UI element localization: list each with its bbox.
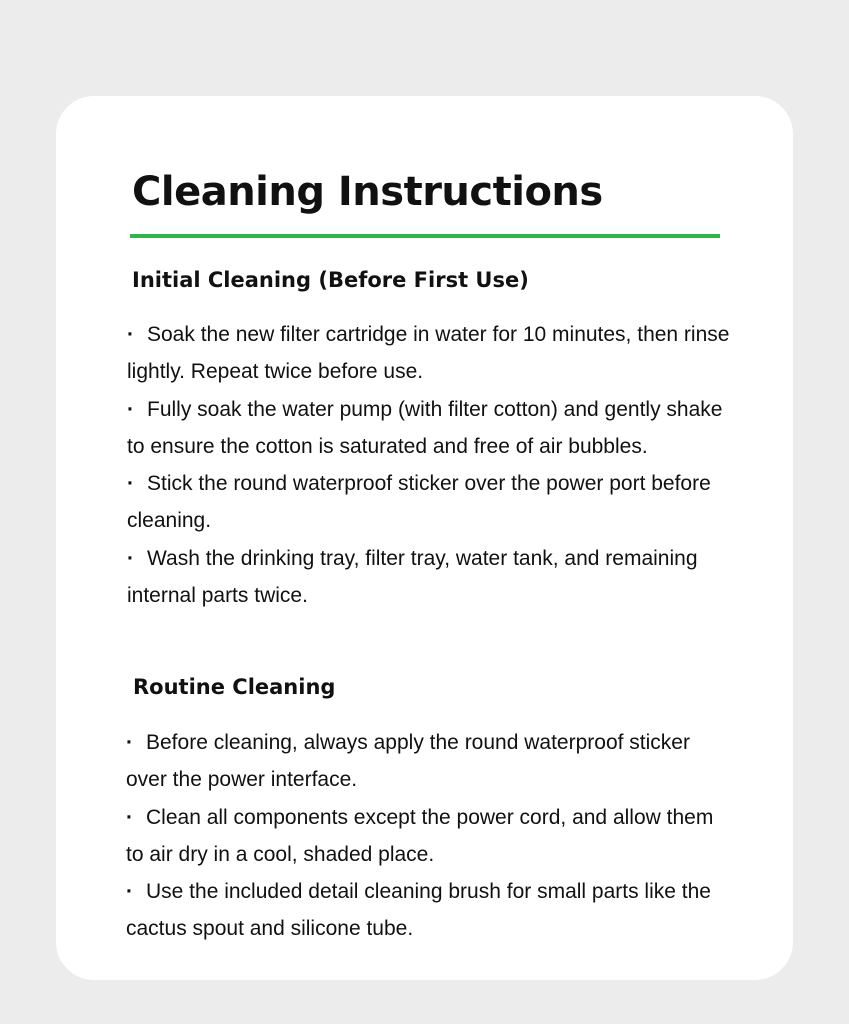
instructions-card [56,96,793,980]
section-title-routine-cleaning: Routine Cleaning [133,675,336,699]
list-item [126,799,736,874]
bullet-icon: · [126,880,133,904]
bullet-icon: · [126,731,133,754]
title-underline [130,234,720,238]
bullet-icon: · [127,323,134,346]
bullet-icon: · [126,805,133,829]
list-item-text: Clean all components except the power cord, and allow them to air dry in a cool, shaded place. [126,805,714,866]
bullet-icon: · [127,397,134,421]
list-item-text: Stick the round waterproof sticker over the power port before cleaning. [127,472,711,533]
bullet-icon: · [127,546,134,570]
list-item-text: Wash the drinking tray, filter tray, water tank, and remaining internal parts twice. [127,546,698,608]
initial-cleaning-list [127,316,737,614]
list-item [126,724,736,799]
list-item [126,873,736,948]
page-title: Cleaning Instructions [132,169,603,215]
list-item-text: Before cleaning, always apply the round waterproof sticker over the power interface. [126,731,690,792]
list-item-text: Use the included detail cleaning brush for small parts like the cactus spout and silicone tube. [126,880,711,941]
list-item-text: Soak the new filter cartridge in water for 10 minutes, then rinse lightly. Repeat twice before use. [127,323,730,384]
list-item [127,465,737,540]
list-item [127,540,737,615]
list-item [127,391,737,466]
routine-cleaning-list [126,724,736,948]
list-item-text: Fully soak the water pump (with filter cotton) and gently shake to ensure the cotton is saturated and free of air bubbles. [127,397,723,458]
list-item [127,316,737,391]
section-title-initial-cleaning: Initial Cleaning (Before First Use) [132,268,529,292]
bullet-icon: · [127,472,134,496]
